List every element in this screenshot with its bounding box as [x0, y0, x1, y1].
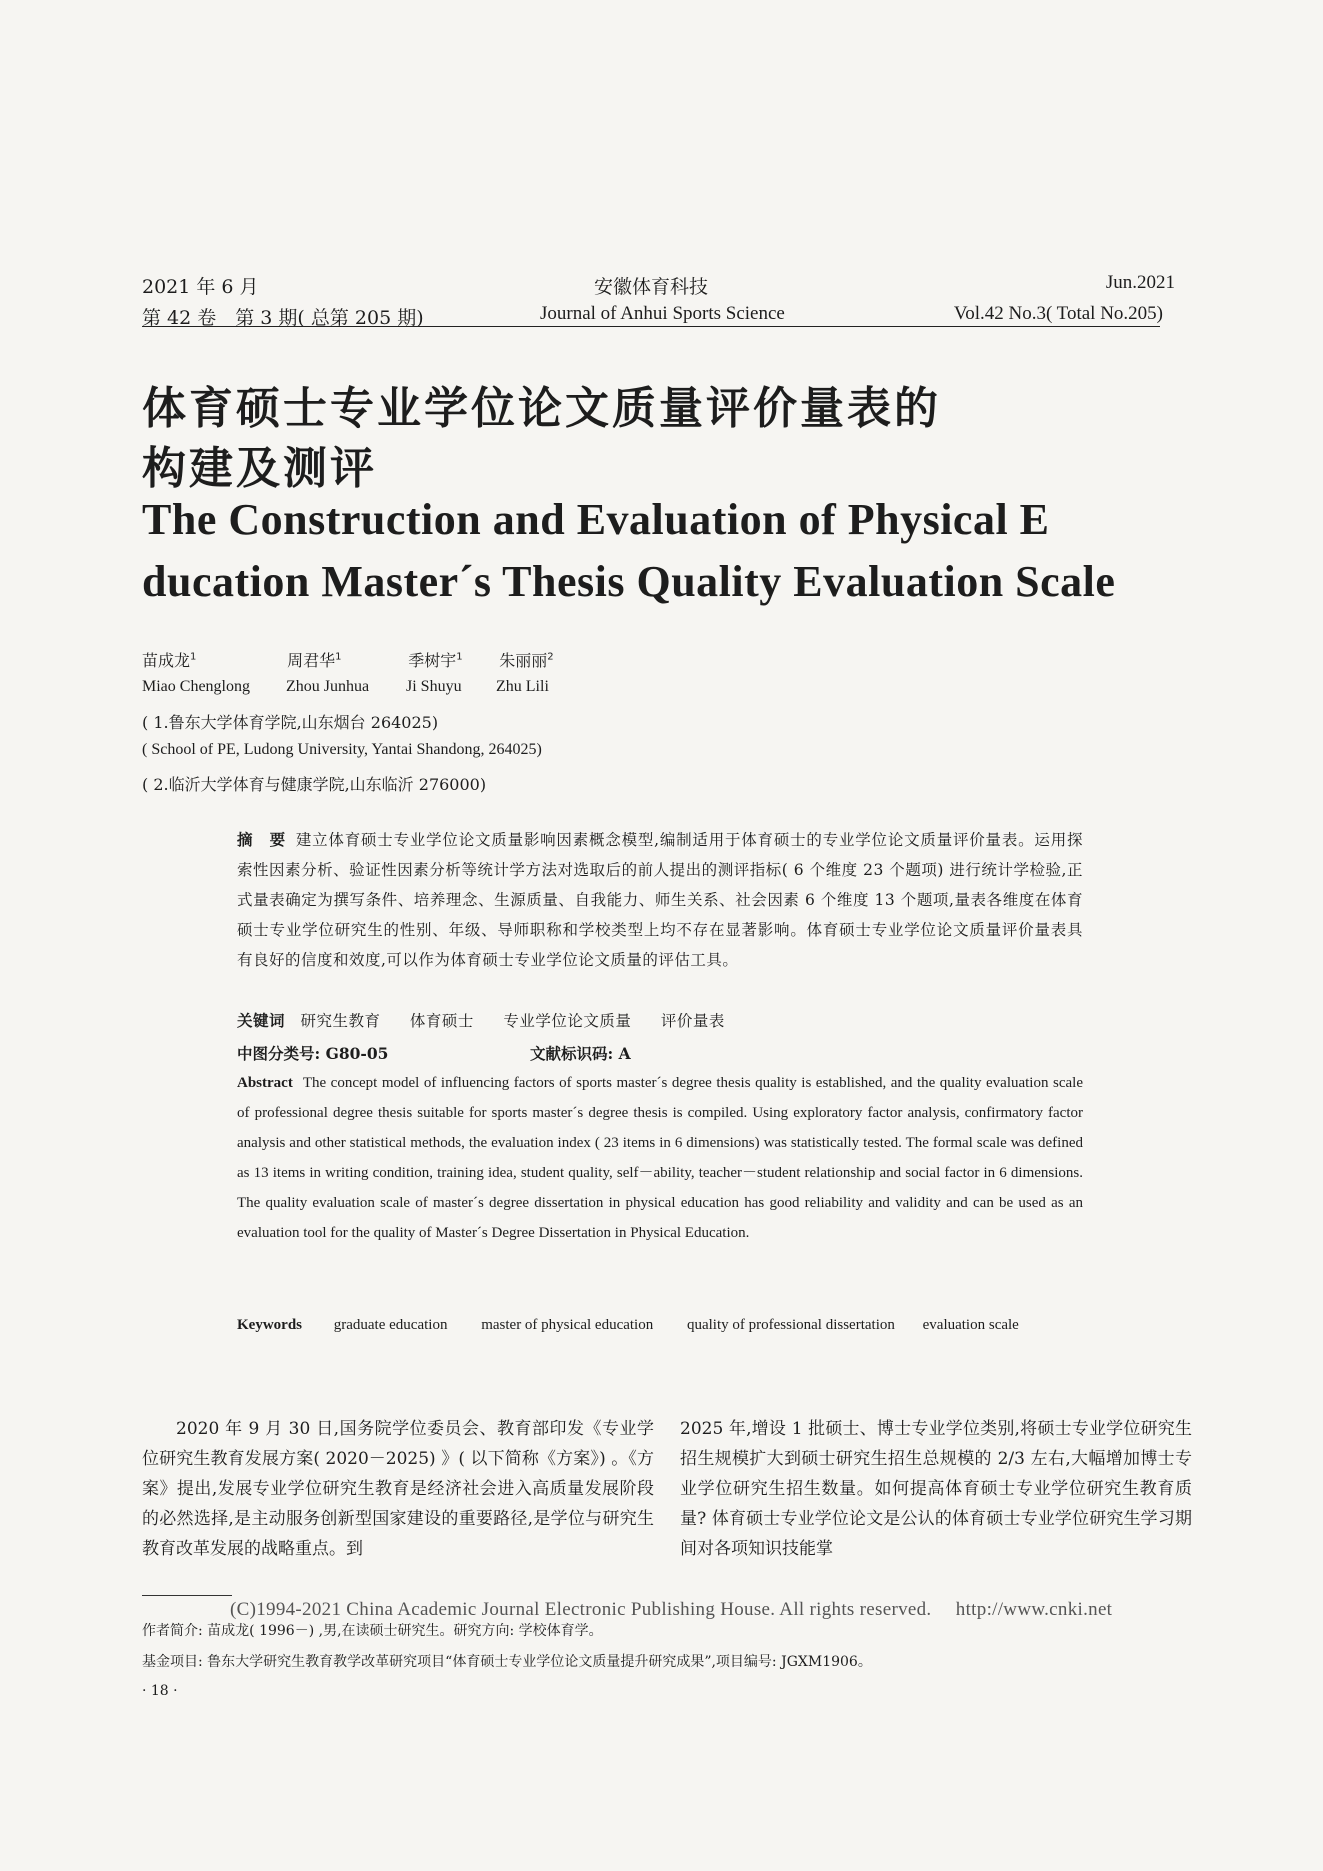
keywords-cn — [237, 1006, 1083, 1036]
keyword-en-1: graduate education — [333, 1317, 448, 1333]
header-rule — [142, 326, 1160, 327]
keyword-en-4: evaluation scale — [922, 1317, 1019, 1333]
abstract-en-text: The concept model of influencing factors of sports master´s degree thesis quality is established, and the quality evaluation scale of professional degree thesis suitable for sports master´s degree thesis is compiled. Using exploratory factor analysis, confirmatory factor analysis and other statistical methods, the evaluation index ( 23 items in 6 dimensions) was statistically tested. The formal scale was defined as 13 items in writing condition, training idea, student quality, self－ability, teacher－student relationship and social factor in 6 dimensions. The quality evaluation scale of master´s degree dissertation in physical education has good reliability and validity and can be used as an evaluation tool for the quality of Master´s Degree Dissertation in Physical Education. — [237, 1075, 1083, 1241]
keyword-cn-3: 专业学位论文质量 — [503, 1012, 632, 1030]
keywords-en-label: Keywords — [237, 1317, 302, 1333]
abstract-cn — [237, 825, 1083, 975]
keyword-cn-1: 研究生教育 — [300, 1012, 381, 1030]
title-zh-line2: 构建及测评 — [142, 443, 377, 494]
keyword-cn-2: 体育硕士 — [409, 1012, 474, 1030]
authors-cn — [142, 648, 554, 671]
abstract-cn-text: 建立体育硕士专业学位论文质量影响因素概念模型,编制适用于体育硕士的专业学位论文质量评价量表。运用探索性因素分析、验证性因素分析等统计学方法对选取后的前人提出的测评指标( 6 个维度 23 个题项) 进行统计学检验,正式量表确定为撰写条件、培养理念、生源质量、自我能力、师生关系、社会因素 6 个维度 13 个题项,量表各维度在体育硕士专业学位研究生的性别、年级、导师职称和学校类型上均不存在显著影响。体育硕士专业学位论文质量评价量表具有良好的信度和效度,可以作为体育硕士专业学位论文质量的评估工具。 — [237, 831, 1083, 969]
abstract-cn-label: 摘 要 — [237, 830, 286, 849]
title-zh-line1: 体育硕士专业学位论文质量评价量表的 — [142, 383, 941, 434]
abstract-en — [237, 1068, 1083, 1248]
copyright-notice: (C)1994-2021 China Academic Journal Electronic Publishing House. All rights reserved. http://www.cnki.net — [230, 1599, 1113, 1620]
title-en-line2: ducation Master´s Thesis Quality Evaluation Scale — [142, 557, 1116, 606]
keyword-en-3: quality of professional dissertation — [686, 1317, 895, 1333]
affiliation-1-en: ( School of PE, Ludong University, Yantai Shandong, 264025) — [142, 741, 542, 758]
author-2-cn: 周君华$^1$ — [287, 651, 342, 670]
author-3-en: Ji Shuyu — [406, 678, 462, 695]
footnote-rule — [142, 1595, 232, 1596]
header-issue-cn: 第 42 卷 第 3 期( 总第 205 期) — [142, 307, 424, 329]
title-en-line1: The Construction and Evaluation of Physical E — [142, 495, 1050, 544]
authors-en — [142, 678, 549, 696]
author-2-en: Zhou Junhua — [286, 678, 370, 695]
author-3-cn: 季树宇$^1$ — [408, 651, 463, 670]
abstract-en-label: Abstract — [237, 1075, 293, 1091]
document-code: 文献标识码: A — [530, 1044, 631, 1063]
clc-number: 中图分类号: G80-05 — [237, 1044, 389, 1063]
fund-note: 基金项目: 鲁东大学研究生教育教学改革研究项目“体育硕士专业学位论文质量提升研究成果”,项目编号: JGXM1906。 — [142, 1654, 872, 1670]
body-left-column: 2020 年 9 月 30 日,国务院学位委员会、教育部印发《专业学位研究生教育发展方案( 2020－2025) 》( 以下简称《方案》) 。《方案》提出,发展专业学位研究生教育是经济社会进入高质量发展阶段的必然选择,是主动服务创新型国家建设的重要路径,是学位与研究生教育改革发展的战略重点。到 — [142, 1419, 654, 1559]
keywords-en — [237, 1310, 1083, 1340]
page-number: · 18 · — [142, 1683, 178, 1699]
author-1-cn: 苗成龙$^1$ — [142, 651, 197, 670]
author-1-en: Miao Chenglong — [142, 678, 250, 695]
keyword-cn-4: 评价量表 — [660, 1012, 725, 1030]
body-right-column: 2025 年,增设 1 批硕士、博士专业学位类别,将硕士专业学位研究生招生规模扩大到硕士研究生招生总规模的 2/3 左右,大幅增加博士专业学位研究生招生数量。如何提高体育硕士专业学位研究生教育质量? 体育硕士专业学位论文是公认的体育硕士专业学位研究生学习期间对各项知识技能掌 — [680, 1419, 1192, 1559]
header-date-cn: 2021 年 6 月 — [142, 276, 259, 298]
keyword-en-2: master of physical education — [481, 1317, 654, 1333]
affiliation-1-cn: ( 1.鲁东大学体育学院,山东烟台 264025) — [142, 713, 439, 732]
header-date-en: Jun.2021 — [1105, 272, 1175, 293]
header-issue-en: Vol.42 No.3( Total No.205) — [953, 303, 1163, 324]
header-journal-cn: 安徽体育科技 — [594, 276, 709, 298]
author-note: 作者简介: 苗成龙( 1996－) ,男,在读硕士研究生。研究方向: 学校体育学。 — [142, 1623, 603, 1639]
author-4-cn: 朱丽丽$^2$ — [499, 651, 554, 670]
header-journal-en: Journal of Anhui Sports Science — [540, 303, 785, 324]
keywords-cn-label: 关键词 — [237, 1011, 286, 1030]
affiliation-2-cn: ( 2.临沂大学体育与健康学院,山东临沂 276000) — [142, 775, 487, 794]
author-4-en: Zhu Lili — [496, 678, 549, 695]
